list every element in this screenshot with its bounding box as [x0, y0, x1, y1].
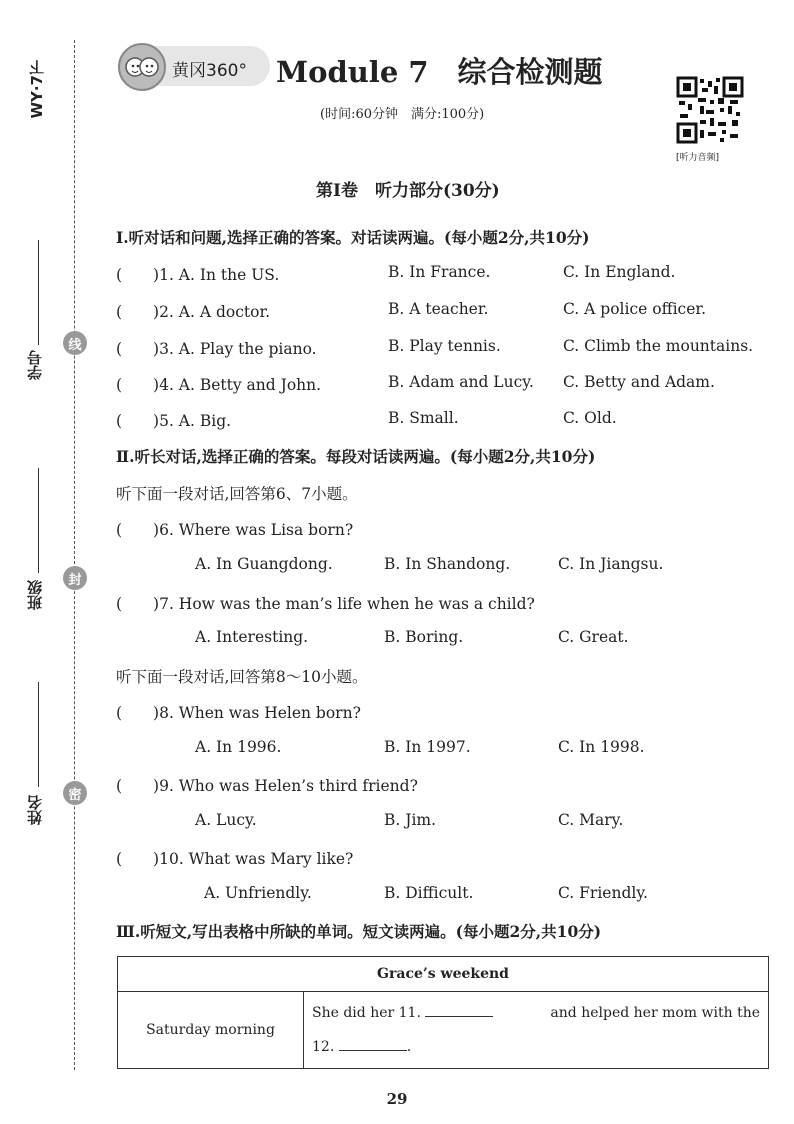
blank-11[interactable]	[425, 1016, 493, 1017]
brand-text: 黄冈360°	[172, 61, 247, 81]
option-4b[interactable]: B. Adam and Lucy.	[388, 373, 534, 391]
question-8[interactable]: ( )8. When was Helen born?	[116, 704, 361, 722]
option-3b[interactable]: B. Play tennis.	[388, 337, 501, 355]
option-6b[interactable]: B. In Shandong.	[384, 555, 511, 573]
question-10[interactable]: ( )10. What was Mary like?	[116, 850, 354, 868]
table-row-content: She did her 11. and helped her mom with the 12. .	[304, 992, 769, 1069]
option-5c[interactable]: C. Old.	[563, 409, 617, 427]
seal-seal: 封	[63, 566, 87, 590]
name-label: 姓名	[26, 795, 44, 825]
name-field[interactable]	[38, 682, 39, 787]
row-text-a: She did her 11.	[312, 1005, 421, 1021]
option-9a[interactable]: A. Lucy.	[195, 811, 257, 829]
mascot-logo	[118, 43, 166, 91]
option-7b[interactable]: B. Boring.	[384, 628, 464, 646]
class-label: 班级	[26, 580, 44, 610]
question-4[interactable]: ( )4. A. Betty and John.	[116, 376, 322, 394]
option-6a[interactable]: A. In Guangdong.	[195, 555, 333, 573]
question-3[interactable]: ( )3. A. Play the piano.	[116, 340, 317, 358]
option-2c[interactable]: C. A police officer.	[563, 300, 707, 318]
page-title: Module 7 综合检测题	[276, 55, 603, 89]
part2-instruction: Ⅱ.听长对话,选择正确的答案。每段对话读两遍。(每小题2分,共10分)	[116, 447, 596, 466]
option-8b[interactable]: B. In 1997.	[384, 738, 471, 756]
option-7a[interactable]: A. Interesting.	[195, 628, 309, 646]
student-id-field[interactable]	[38, 240, 39, 345]
option-9c[interactable]: C. Mary.	[558, 811, 624, 829]
student-id-label: 学号	[26, 350, 44, 380]
option-2b[interactable]: B. A teacher.	[388, 300, 489, 318]
question-9[interactable]: ( )9. Who was Helen’s third friend?	[116, 777, 418, 795]
part1-instruction: Ⅰ.听对话和问题,选择正确的答案。对话读两遍。(每小题2分,共10分)	[116, 228, 590, 247]
question-2[interactable]: ( )2. A. A doctor.	[116, 303, 271, 321]
exam-info: (时间:60分钟 满分:100分)	[320, 107, 485, 122]
question-1[interactable]: ( )1. A. In the US.	[116, 266, 280, 284]
option-4c[interactable]: C. Betty and Adam.	[563, 373, 715, 391]
answer-table	[117, 956, 769, 1069]
class-field[interactable]	[38, 468, 39, 573]
table-row-label: Saturday morning	[118, 992, 304, 1069]
question-5[interactable]: ( )5. A. Big.	[116, 412, 232, 430]
option-10c[interactable]: C. Friendly.	[558, 884, 648, 902]
binding-dashed-line	[74, 40, 75, 1070]
question-6[interactable]: ( )6. Where was Lisa born?	[116, 521, 354, 539]
qr-label: [听力音频]	[676, 153, 720, 163]
table-title: Grace’s weekend	[118, 957, 769, 992]
blank-12[interactable]	[339, 1050, 407, 1051]
option-9b[interactable]: B. Jim.	[384, 811, 437, 829]
option-1c[interactable]: C. In England.	[563, 263, 676, 281]
option-8a[interactable]: A. In 1996.	[195, 738, 282, 756]
option-3c[interactable]: C. Climb the mountains.	[563, 337, 754, 355]
option-8c[interactable]: C. In 1998.	[558, 738, 645, 756]
edition-label: WY·7下	[28, 60, 46, 119]
section-title: 第Ⅰ卷 听力部分(30分)	[316, 181, 500, 201]
part2-intro-2: 听下面一段对话,回答第8～10小题。	[116, 668, 368, 686]
row-text-c: 12.	[312, 1039, 335, 1055]
row-text-b: and helped her mom with the	[550, 1005, 760, 1021]
page-number: 29	[386, 1090, 408, 1108]
option-10b[interactable]: B. Difficult.	[384, 884, 474, 902]
option-5b[interactable]: B. Small.	[388, 409, 459, 427]
option-1b[interactable]: B. In France.	[388, 263, 491, 281]
part2-intro-1: 听下面一段对话,回答第6、7小题。	[116, 485, 358, 503]
qr-code-icon[interactable]	[676, 76, 744, 144]
part3-instruction: Ⅲ.听短文,写出表格中所缺的单词。短文读两遍。(每小题2分,共10分)	[116, 922, 602, 941]
seal-line: 线	[63, 331, 87, 355]
option-7c[interactable]: C. Great.	[558, 628, 629, 646]
option-10a[interactable]: A. Unfriendly.	[204, 884, 312, 902]
option-6c[interactable]: C. In Jiangsu.	[558, 555, 664, 573]
seal-secret: 密	[63, 781, 87, 805]
question-7[interactable]: ( )7. How was the man’s life when he was a child?	[116, 595, 535, 613]
